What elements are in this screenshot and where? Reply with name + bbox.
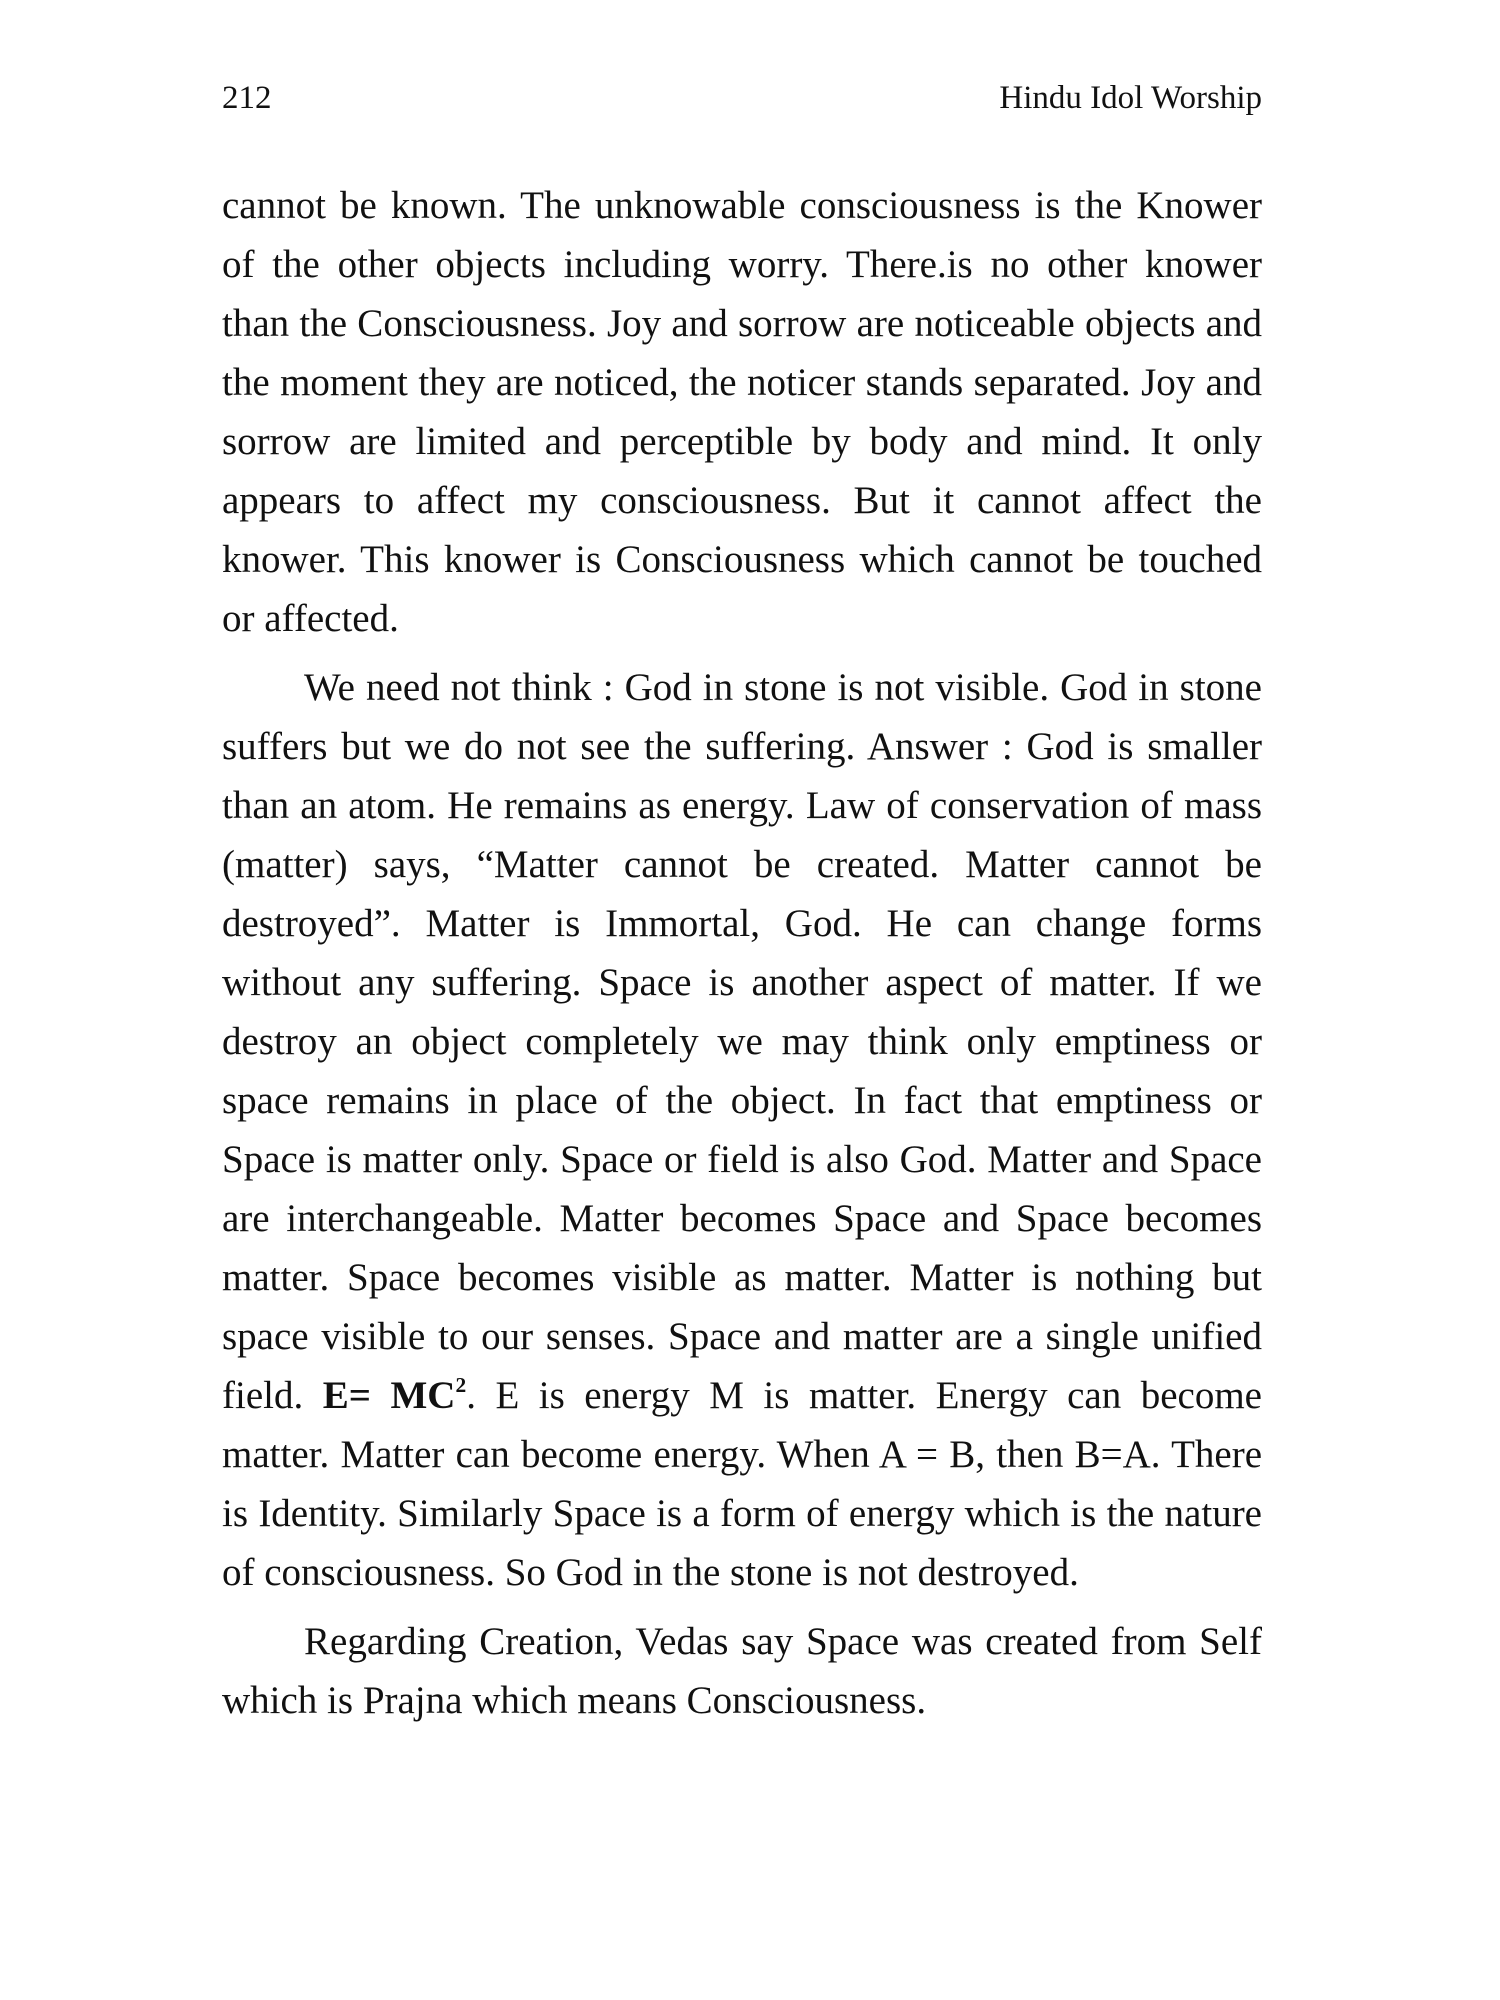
equation-emc2: [323, 1374, 466, 1417]
page-number: 212: [222, 80, 272, 116]
paragraph-1: cannot be known. The unknowable consciousness is the Knower of the other objects including worry. There.is no other knower than the Consciousness. Joy and sorrow are noticeable objects and the moment they are noticed, the noticer stands separated. Joy and sorrow are limited and perceptible by body and mind. It only appears to affect my consciousness. But it cannot affect the knower. This knower is Consciousness which cannot be touched or affected.: [222, 184, 1262, 640]
page-header: [222, 78, 1262, 138]
paragraph-3: Regarding Creation, Vedas say Space was created from Self which is Prajna which means Consciousness.: [222, 1620, 1262, 1722]
equation-exponent: 2: [455, 1372, 467, 1397]
running-title: Hindu Idol Worship: [999, 80, 1262, 116]
paragraph-2: [222, 658, 1262, 1602]
paragraph-2-text-after-equation: . E is energy M is matter. Energy can become matter. Matter can become energy. When A = B, then B=A. There is Identity. Similarly Space is a form of energy which is the nature of consciousness. So God in the stone is not destroyed.: [222, 1374, 1262, 1594]
paragraph-2-text-before-equation: We need not think : God in stone is not visible. God in stone suffers but we do not see the suffering. Answer : God is smaller than an atom. He remains as energy. Law of conservation of mass (matter) says, “Matter cannot be created. Matter cannot be destroyed”. Matter is Immortal, God. He can change forms without any suffering. Space is another aspect of matter. If we destroy an object completely we may think only emptiness or space remains in place of the object. In fact that emptiness or Space is matter only. Space or field is also God. Matter and Space are interchangeable. Matter becomes Space and Space becomes matter. Space becomes visible as matter. Matter is nothing but space visible to our senses. Space and matter are a single unified field.: [222, 666, 1262, 1417]
book-page: [222, 78, 1262, 1958]
page-body: [222, 176, 1262, 1730]
equation-base: E= MC: [322, 1374, 456, 1417]
